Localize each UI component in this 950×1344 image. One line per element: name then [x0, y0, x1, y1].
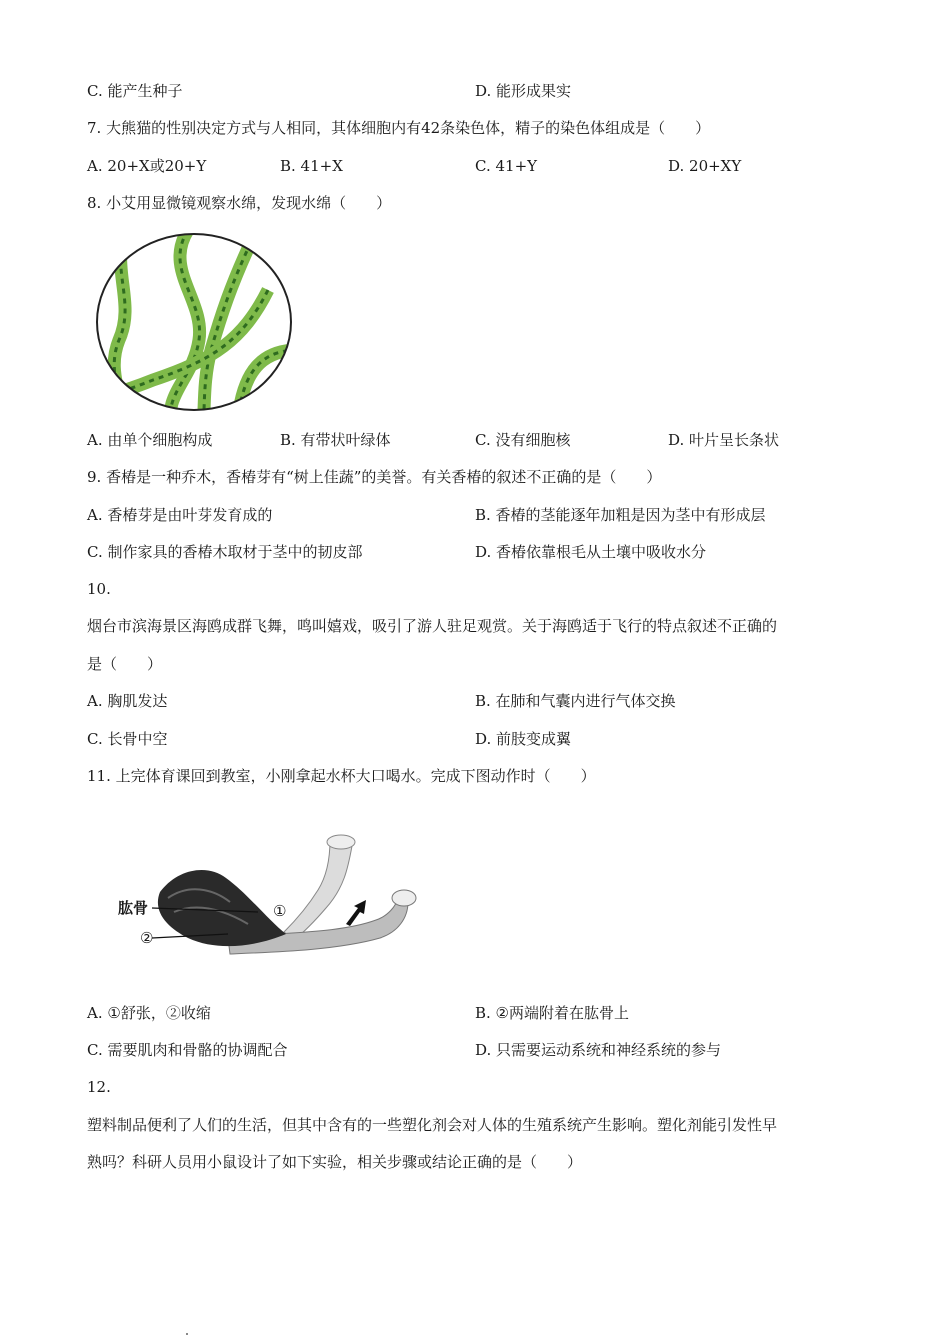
q10-option-a: A. 胸肌发达: [87, 692, 168, 710]
page-speck: [186, 1333, 188, 1335]
q8-stem: 8. 小艾用显微镜观察水绵，发现水绵（ ）: [87, 194, 392, 212]
q12-stem-line2: 熟吗？科研人员用小鼠设计了如下实验，相关步骤或结论正确的是（ ）: [87, 1153, 583, 1171]
q7-stem: 7. 大熊猫的性别决定方式与人相同，其体细胞内有42条染色体，精子的染色体组成是（ ）: [87, 119, 711, 137]
arm-flexion-figure: [108, 828, 428, 978]
q8-option-b: B. 有带状叶绿体: [280, 431, 391, 449]
q6-option-c: C. 能产生种子: [87, 82, 183, 100]
q10-stem-line2: 是（ ）: [87, 655, 163, 673]
muscle-label-2: ②: [140, 929, 154, 947]
q11-option-c: C. 需要肌肉和骨骼的协调配合: [87, 1041, 288, 1059]
spirogyra-microscope-figure: [93, 230, 295, 414]
q10-number: 10.: [87, 580, 111, 598]
q11-stem: 11. 上完体育课回到教室，小刚拿起水杯大口喝水。完成下图动作时（ ）: [87, 767, 596, 785]
q10-option-c: C. 长骨中空: [87, 730, 168, 748]
q7-option-a: A. 20+X或20+Y: [87, 157, 207, 175]
q10-stem-line1: 烟台市滨海景区海鸥成群飞舞，鸣叫嬉戏，吸引了游人驻足观赏。关于海鸥适于飞行的特点叙述不正确的: [87, 617, 778, 635]
q12-number: 12.: [87, 1078, 111, 1096]
q12-stem-line1: 塑料制品便利了人们的生活，但其中含有的一些塑化剂会对人体的生殖系统产生影响。塑化剂能引发性早: [87, 1116, 778, 1134]
q11-option-a: A. ①舒张，②收缩: [87, 1004, 211, 1022]
q11-option-b: B. ②两端附着在肱骨上: [475, 1004, 630, 1022]
q9-option-c: C. 制作家具的香椿木取材于茎中的韧皮部: [87, 543, 363, 561]
q9-option-b: B. 香椿的茎能逐年加粗是因为茎中有形成层: [475, 506, 766, 524]
q9-option-d: D. 香椿依靠根毛从土壤中吸收水分: [475, 543, 707, 561]
q8-option-d: D. 叶片呈长条状: [668, 431, 780, 449]
q8-option-c: C. 没有细胞核: [475, 431, 571, 449]
humerus-label: 肱骨: [118, 899, 149, 917]
q9-stem: 9. 香椿是一种乔木，香椿芽有“树上佳蔬”的美誉。有关香椿的叙述不正确的是（ ）: [87, 468, 662, 486]
q7-option-c: C. 41+Y: [475, 157, 538, 175]
q10-option-b: B. 在肺和气囊内进行气体交换: [475, 692, 676, 710]
q6-option-d: D. 能形成果实: [475, 82, 572, 100]
q10-option-d: D. 前肢变成翼: [475, 730, 572, 748]
muscle-label-1: ①: [273, 902, 287, 920]
q9-option-a: A. 香椿芽是由叶芽发育成的: [87, 506, 273, 524]
q11-option-d: D. 只需要运动系统和神经系统的参与: [475, 1041, 722, 1059]
q7-option-b: B. 41+X: [280, 157, 343, 175]
q7-option-d: D. 20+XY: [668, 157, 742, 175]
q8-option-a: A. 由单个细胞构成: [87, 431, 213, 449]
arm-drawing: [108, 828, 428, 978]
